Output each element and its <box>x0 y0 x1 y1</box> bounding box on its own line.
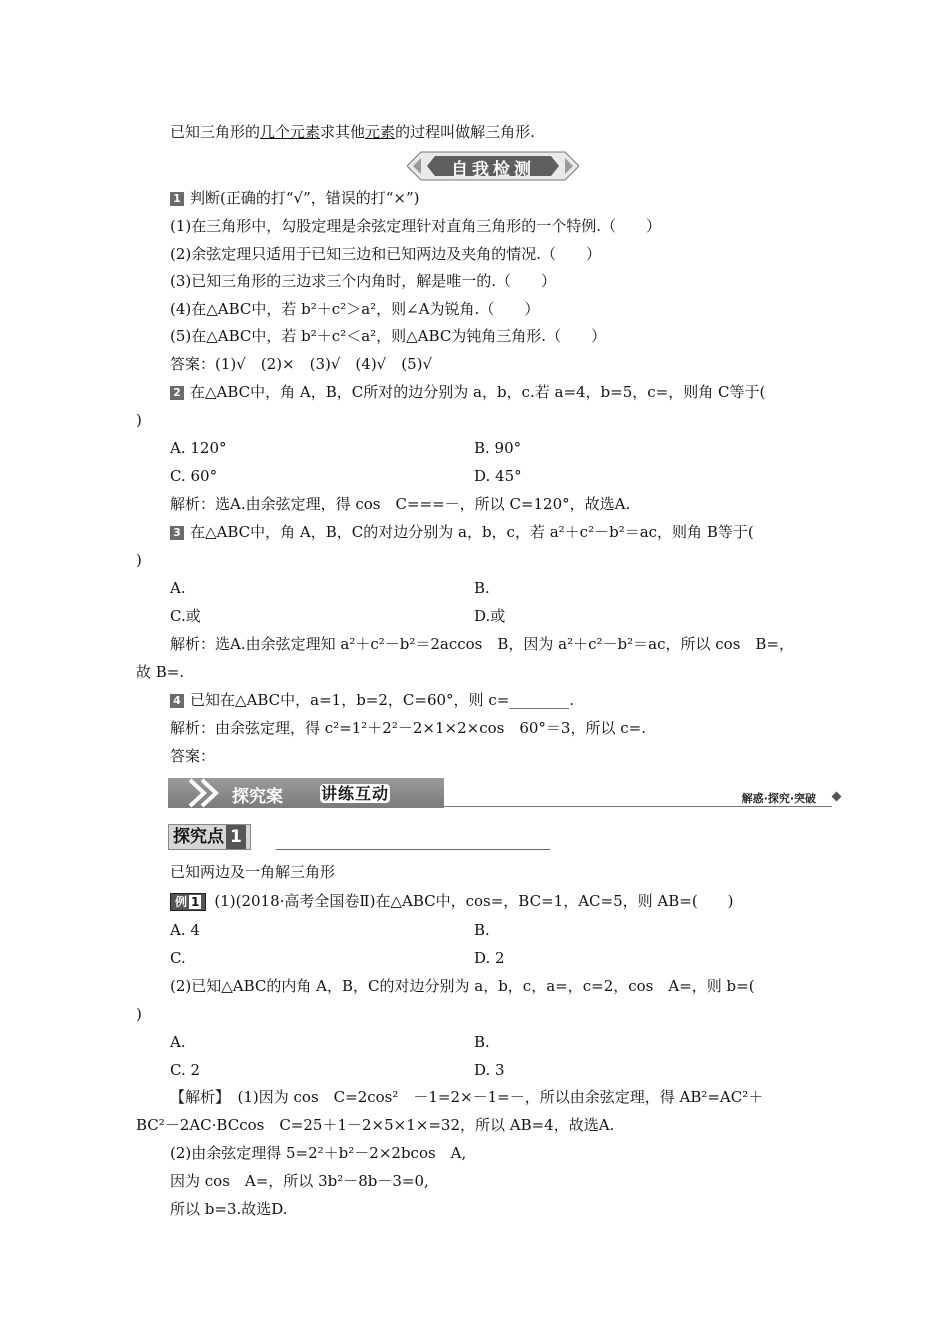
ex1-2-option-c: C. 2 <box>170 1061 201 1079</box>
q3-stem-end: ) <box>136 551 142 569</box>
q3-option-a: A. <box>170 579 186 597</box>
point-number: 1 <box>226 825 246 849</box>
q2-option-d: D. 45° <box>474 467 522 485</box>
q3-option-c: C.或 <box>170 607 201 625</box>
ex1-1-option-a: A. 4 <box>170 921 200 939</box>
section-subtitle: 讲练互动 <box>321 784 390 803</box>
intro-text: 求其他 <box>320 123 366 141</box>
self-check-banner <box>407 150 579 182</box>
point-title: 已知两边及一角解三角形 <box>170 863 336 881</box>
example1-part2-end: ) <box>136 1005 142 1023</box>
point-label <box>168 824 251 850</box>
example1-part1-text: (1)(2018·高考全国卷Ⅱ)在△ABC中，cos=，BC=1，AC=5，则 AB=( ) <box>214 892 734 910</box>
intro-line <box>170 122 535 142</box>
q1-answer: 答案：(1)√ (2)× (3)√ (4)√ (5)√ <box>170 355 433 373</box>
q2-stem-end: ) <box>136 411 142 429</box>
example1-solution-line: BC²－2AC·BCcos C=25＋1－2×5×1×=32，所以 AB=4，故选A. <box>136 1116 615 1134</box>
q2-number-badge: 2 <box>170 386 184 400</box>
section-header <box>168 774 840 810</box>
banner-title: 自我检测 <box>451 160 535 180</box>
q1-number-badge: 1 <box>170 192 184 206</box>
q2-option-c: C. 60° <box>170 467 218 485</box>
exploration-point-header <box>168 824 550 850</box>
q3-number-badge: 3 <box>170 526 184 540</box>
section-right-text: 解惑·探究·突破 <box>741 792 816 805</box>
section-rule <box>444 806 832 807</box>
q1-item: (2)余弦定理只适用于已知三边和已知两边及夹角的情况.（ ） <box>170 245 602 263</box>
q2-stem-text: 在△ABC中，角 A，B，C所对的边分别为 a，b，c.若 a=4，b=5，c=，则角 C等于( <box>190 383 766 401</box>
q1-item: (1)在三角形中，勾股定理是余弦定理针对直角三角形的一个特例.（ ） <box>170 217 662 235</box>
ex1-1-option-b: B. <box>474 921 490 939</box>
section-title: 探究案 <box>232 787 283 807</box>
double-chevron-icon <box>186 778 226 808</box>
q2-option-b: B. 90° <box>474 439 522 457</box>
q1-item: (4)在△ABC中，若 b²＋c²＞a²，则∠A为锐角.（ ） <box>170 300 540 318</box>
ex1-1-option-d: D. 2 <box>474 949 505 967</box>
q4-answer: 答案： <box>170 747 216 765</box>
q3-option-b: B. <box>474 579 490 597</box>
q1-item: (5)在△ABC中，若 b²＋c²＜a²，则△ABC为钝角三角形.（ ） <box>170 327 607 345</box>
example1-solution-line: 所以 b=3.故选D. <box>170 1200 288 1218</box>
q1-stem-text: 判断(正确的打“√”，错误的打“×”) <box>190 189 420 207</box>
intro-underline-1: 几个元素 <box>260 123 321 141</box>
q1-item: (3)已知三角形的三边求三个内角时，解是唯一的.（ ） <box>170 272 557 290</box>
q4-stem-text: 已知在△ABC中，a=1，b=2，C=60°，则 c=________. <box>190 691 575 709</box>
q4-stem <box>170 690 574 710</box>
example-badge <box>170 893 206 911</box>
ex1-2-option-a: A. <box>170 1033 186 1051</box>
example1-part1 <box>170 891 734 911</box>
ex1-1-option-c: C. <box>170 949 186 967</box>
section-subtitle-wrap <box>320 781 390 804</box>
q2-stem <box>170 382 765 402</box>
q3-stem <box>170 522 754 542</box>
example-label: 例 <box>175 895 188 909</box>
q3-analysis-end: 故 B=. <box>136 663 185 681</box>
q3-stem-text: 在△ABC中，角 A，B，C的对边分别为 a，b，c，若 a²＋c²－b²＝ac，则角 B等于( <box>190 523 754 541</box>
ex1-2-option-b: B. <box>474 1033 490 1051</box>
q3-analysis: 解析：选A.由余弦定理知 a²＋c²－b²＝2accos B，因为 a²＋c²－b²＝ac，所以 cos B=， <box>170 635 794 653</box>
example1-solution-line: (2)由余弦定理得 5=2²＋b²－2×2bcos A, <box>170 1144 467 1162</box>
example-number: 1 <box>191 895 200 909</box>
point-rule <box>276 849 550 850</box>
example1-part2: (2)已知△ABC的内角 A，B，C的对边分别为 a，b，c，a=，c=2，cos A=，则 b=( <box>170 977 755 995</box>
ex1-2-option-d: D. 3 <box>474 1061 505 1079</box>
q1-stem <box>170 188 420 208</box>
q2-analysis: 解析：选A.由余弦定理，得 cos C===－，所以 C=120°，故选A. <box>170 495 631 513</box>
example1-solution-line: 因为 cos A=，所以 3b²－8b－3=0, <box>170 1172 429 1190</box>
example1-solution-line: 【解析】 (1)因为 cos C=2cos² －1=2×－1=－，所以由余弦定理，得 AB²=AC²＋ <box>170 1088 764 1106</box>
intro-text: 的过程叫做解三角形. <box>395 123 535 141</box>
q4-analysis: 解析：由余弦定理，得 c²=1²＋2²－2×1×2×cos 60°＝3，所以 c=. <box>170 719 646 737</box>
q2-option-a: A. 120° <box>170 439 227 457</box>
point-label-text: 探究点 <box>173 827 224 847</box>
q3-option-d: D.或 <box>474 607 506 625</box>
q4-number-badge: 4 <box>170 694 184 708</box>
intro-text: 已知三角形的 <box>170 123 261 141</box>
intro-underline-2: 元素 <box>365 123 396 141</box>
diamond-icon <box>832 792 842 802</box>
